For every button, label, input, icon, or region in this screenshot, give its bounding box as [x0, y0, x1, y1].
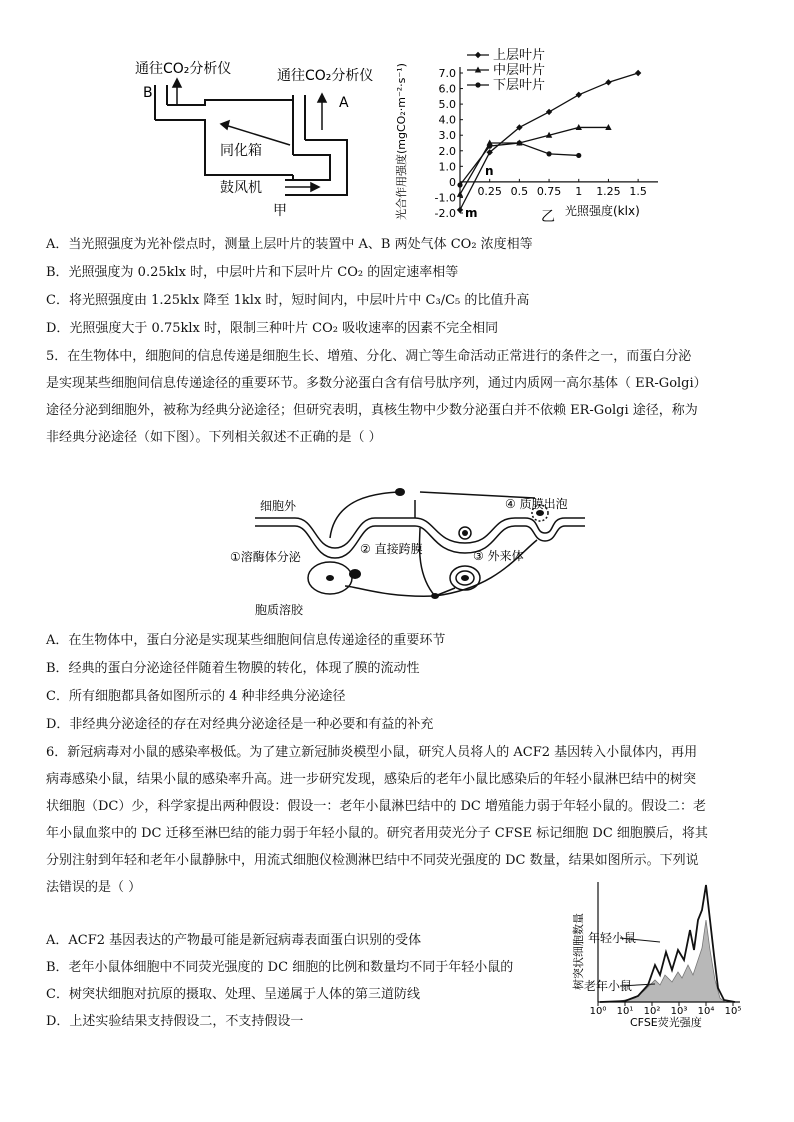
- q5-option-b: B．经典的蛋白分泌途径伴随着生物膜的转化，体现了膜的流动性: [46, 661, 420, 676]
- chart-point: [487, 144, 492, 149]
- chart-legend-marker: [475, 52, 481, 58]
- q5-option-a: A．在生物体中，蛋白分泌是实现某些细胞间信息传递途径的重要环节: [46, 633, 446, 648]
- q5-stem-line-4: 非经典分泌途径（如下图）。下列相关叙述不正确的是（ ）: [46, 430, 382, 445]
- q6-stem-line-3: 状细胞（DC）少，科学家提出两种假设：假设一：老年小鼠淋巴结中的 DC 增殖能力弱于年轻小鼠的。假设二：老: [46, 799, 707, 814]
- chart-y-tick-label: 7.0: [438, 67, 456, 80]
- histogram-x-tick-label: 10⁵: [724, 1006, 742, 1017]
- chart-point: [576, 92, 582, 98]
- chart-point: [576, 153, 581, 158]
- chart-point: [457, 207, 463, 213]
- diagram-label-path1: ①溶酶体分泌: [230, 550, 301, 564]
- q4-option-d: D．光照强度大于 0.75klx 时，限制三种叶片 CO₂ 吸收速率的因素不完全相同: [46, 321, 499, 336]
- apparatus-label-right-tube: 通往CO₂分析仪: [277, 68, 374, 84]
- diagram-label-path2: ② 直接跨膜: [360, 542, 423, 556]
- q5-option-d: D．非经典分泌途径的存在对经典分泌途径是一种必要和有益的补充: [46, 717, 434, 732]
- chart-x-tick-label: 1: [575, 184, 583, 198]
- chart-point-label-n: n: [485, 164, 494, 178]
- chart-legend-marker: [475, 82, 480, 87]
- apparatus-label-b: B: [143, 85, 153, 101]
- chart-point: [635, 70, 641, 76]
- histogram-y-label: 树突状细胞数量: [572, 913, 585, 990]
- secretion-pathway-diagram: [230, 478, 585, 618]
- q4-option-b: B．光照强度为 0.25klx 时，中层叶片和下层叶片 CO₂ 的固定速率相等: [46, 265, 459, 280]
- chart-x-tick-label: 0.5: [510, 184, 529, 198]
- diagram-label-outside: 细胞外: [260, 499, 297, 513]
- q5-stem-line-2: 是实现某些细胞间信息传递途径的重要环节。多数分泌蛋白含有信号肽序列，通过内质网一高尔基体（ ER-Golgi）: [46, 376, 707, 391]
- apparatus-label-box: 同化箱: [220, 143, 262, 159]
- diagram-label-path4: ④ 质膜出泡: [505, 497, 568, 511]
- histogram-x-tick-label: 10¹: [616, 1006, 634, 1017]
- apparatus-label-left-tube: 通往CO₂分析仪: [135, 61, 232, 77]
- chart-y-tick-label: -2.0: [434, 207, 456, 220]
- q6-option-b: B．老年小鼠体细胞中不同荧光强度的 DC 细胞的比例和数量均不同于年轻小鼠的: [46, 960, 514, 975]
- chart-point: [546, 109, 552, 115]
- chart-point: [517, 140, 522, 145]
- chart-caption: 乙: [541, 209, 555, 225]
- histogram-x-tick-label: 10⁴: [697, 1006, 715, 1017]
- chart-x-tick-label: 1.25: [596, 184, 621, 198]
- chart-y-tick-label: 4.0: [438, 113, 456, 127]
- histogram-x-tick-label: 10³: [670, 1006, 688, 1017]
- chart-x-axis-title: 光照强度(klx): [565, 204, 640, 218]
- chart-y-tick-label: -1.0: [434, 191, 456, 205]
- histogram-x-tick-label: 10²: [643, 1006, 661, 1017]
- diagram-label-path3: ③ 外来体: [473, 549, 524, 563]
- q6-option-a: A．ACF2 基因表达的产物最可能是新冠病毒表面蛋白识别的受体: [46, 933, 422, 948]
- chart-y-tick-label: 3.0: [438, 129, 456, 143]
- q5-stem-line-3: 途径分泌到细胞外，被称为经典分泌途径；但研究表明，真核生物中少数分泌蛋白并不依赖 ER-Golgi 途径，称为: [46, 403, 698, 418]
- q6-stem-line-1: 6．新冠病毒对小鼠的感染率极低。为了建立新冠肺炎模型小鼠，研究人员将人的 ACF2 基因转入小鼠体内，再用: [46, 745, 698, 760]
- apparatus-diagram: [125, 55, 374, 220]
- chart-y-tick-label: 0: [449, 175, 456, 189]
- chart-legend-label: 下层叶片: [493, 78, 546, 93]
- apparatus-caption: 甲: [273, 203, 287, 219]
- histogram-young-label: 年轻小鼠: [588, 931, 637, 945]
- chart-y-tick-label: 1.0: [438, 160, 456, 174]
- q6-option-d: D．上述实验结果支持假设二，不支持假设一: [46, 1014, 304, 1029]
- chart-y-tick-label: 5.0: [438, 98, 456, 112]
- cfse-histogram: [560, 880, 750, 1030]
- apparatus-label-a: A: [339, 95, 349, 111]
- q4-option-c: C．将光照强度由 1.25klx 降至 1klx 时，短时间内，中层叶片中 C₃/C₅ 的比值升高: [46, 293, 530, 308]
- light-photosynthesis-chart: [385, 45, 685, 225]
- q6-stem-line-6: 法错误的是（ ）: [46, 880, 142, 895]
- chart-point: [457, 182, 462, 187]
- q6-stem-line-5: 分别注射到年轻和老年小鼠静脉中，用流式细胞仪检测淋巴结中不同荧光强度的 DC 数量，结果如图所示。下列说: [46, 853, 699, 868]
- chart-legend-label: 中层叶片: [493, 63, 546, 78]
- q5-option-c: C．所有细胞都具备如图所示的 4 种非经典分泌途径: [46, 689, 346, 704]
- q6-stem-line-2: 病毒感染小鼠，结果小鼠的感染率升高。进一步研究发现，感染后的老年小鼠比感染后的年轻小鼠淋巴结中的树突: [46, 772, 697, 787]
- chart-x-tick-label: 0.75: [536, 184, 562, 198]
- chart-y-axis-title: 光合作用强度(mgCO₂·m⁻²·s⁻¹): [395, 63, 408, 220]
- chart-point: [546, 151, 551, 156]
- diagram-label-inside: 胞质溶胶: [255, 603, 304, 617]
- histogram-x-label: CFSE荧光强度: [630, 1016, 702, 1029]
- q5-stem-line-1: 5．在生物体中，细胞间的信息传递是细胞生长、增殖、分化、凋亡等生命活动正常进行的条件之一，而蛋白分泌: [46, 349, 692, 364]
- histogram-x-tick-label: 10⁰: [589, 1006, 607, 1017]
- apparatus-label-fan: 鼓风机: [220, 180, 262, 196]
- histogram-old-label: 老年小鼠: [584, 979, 633, 993]
- q6-stem-line-4: 年小鼠血浆中的 DC 迁移至淋巴结的能力弱于年轻小鼠的。研究者用荧光分子 CFSE 标记细胞 DC 细胞膜后，将其: [46, 826, 708, 841]
- chart-y-tick-label: 6.0: [438, 82, 456, 96]
- chart-y-tick-label: 2.0: [438, 144, 456, 158]
- chart-point-label-m: m: [465, 206, 478, 220]
- q4-option-a: A．当光照强度为光补偿点时，测量上层叶片的装置中 A、B 两处气体 CO₂ 浓度相等: [46, 237, 533, 252]
- chart-x-tick-label: 0.25: [477, 184, 502, 198]
- q6-option-c: C．树突状细胞对抗原的摄取、处理、呈递属于人体的第三道防线: [46, 987, 420, 1002]
- chart-point: [605, 79, 611, 85]
- chart-x-tick-label: 1.5: [629, 184, 647, 198]
- chart-legend-label: 上层叶片: [493, 48, 546, 63]
